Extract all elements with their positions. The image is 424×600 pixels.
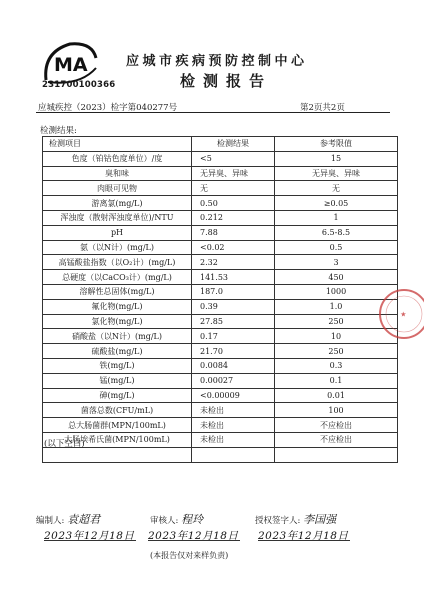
reviewer-signature bbox=[150, 511, 203, 527]
limit-cell: 100 bbox=[275, 403, 398, 418]
result-cell: <5 bbox=[192, 151, 275, 166]
report-title: 检测报告 bbox=[180, 72, 273, 90]
limit-cell: 250 bbox=[275, 314, 398, 329]
table-row bbox=[43, 240, 398, 255]
cma-number: 231700100366 bbox=[42, 80, 116, 90]
limit-cell: 3 bbox=[275, 255, 398, 270]
limit-cell: 不应检出 bbox=[275, 432, 398, 447]
table-row bbox=[43, 299, 398, 314]
approver-date: 2023年12月18日 bbox=[258, 530, 349, 542]
page-info: 第2页共2页 bbox=[300, 103, 345, 113]
table-row bbox=[43, 225, 398, 240]
item-cell: 游离氯(mg/L) bbox=[43, 196, 192, 211]
table-row bbox=[43, 388, 398, 403]
table-row bbox=[43, 255, 398, 270]
result-cell: 未检出 bbox=[192, 418, 275, 433]
blank-cell bbox=[192, 447, 275, 462]
footer-note: (本报告仅对来样负责) bbox=[150, 551, 229, 560]
results-label: 检测结果: bbox=[40, 126, 77, 136]
blank-cell bbox=[43, 447, 192, 462]
table-header-row bbox=[43, 137, 398, 152]
result-cell: 无异臭、异味 bbox=[192, 166, 275, 181]
limit-cell: 0.1 bbox=[275, 373, 398, 388]
blank-note: (以下空白) bbox=[44, 439, 85, 449]
limit-cell: 无异臭、异味 bbox=[275, 166, 398, 181]
limit-cell: 1 bbox=[275, 210, 398, 225]
table-row bbox=[43, 284, 398, 299]
result-cell: 无 bbox=[192, 181, 275, 196]
reviewer-name: 程玲 bbox=[181, 513, 204, 526]
result-cell: <0.00009 bbox=[192, 388, 275, 403]
table-row bbox=[43, 344, 398, 359]
table-row bbox=[43, 418, 398, 433]
approver-date-line bbox=[258, 540, 350, 541]
result-cell: 0.00027 bbox=[192, 373, 275, 388]
item-cell: 总硬度（以CaCO₃计）(mg/L) bbox=[43, 270, 192, 285]
item-cell: 氯化物(mg/L) bbox=[43, 314, 192, 329]
compiler-signature bbox=[36, 511, 100, 527]
compiler-label: 编制人: bbox=[36, 516, 65, 526]
limit-cell: 不应检出 bbox=[275, 418, 398, 433]
table-row bbox=[43, 358, 398, 373]
result-cell: 2.32 bbox=[192, 255, 275, 270]
result-cell: 未检出 bbox=[192, 403, 275, 418]
table-row bbox=[43, 403, 398, 418]
item-cell: 硫酸盐(mg/L) bbox=[43, 344, 192, 359]
column-header-limit: 参考限值 bbox=[275, 137, 398, 152]
result-cell: 0.212 bbox=[192, 210, 275, 225]
svg-text:MA: MA bbox=[54, 54, 88, 76]
approver-name: 李国强 bbox=[303, 513, 337, 526]
approver-signature bbox=[255, 511, 336, 527]
item-cell: 臭和味 bbox=[43, 166, 192, 181]
approver-label: 授权签字人: bbox=[255, 516, 301, 526]
compiler-date: 2023年12月18日 bbox=[44, 530, 135, 542]
limit-cell: 0.3 bbox=[275, 358, 398, 373]
limit-cell: 6.5-8.5 bbox=[275, 225, 398, 240]
table-row bbox=[43, 432, 398, 447]
item-cell: 总大肠菌群(MPN/100mL) bbox=[43, 418, 192, 433]
result-cell: 0.50 bbox=[192, 196, 275, 211]
item-cell: 氟化物(mg/L) bbox=[43, 299, 192, 314]
item-cell: 锰(mg/L) bbox=[43, 373, 192, 388]
results-table bbox=[42, 136, 398, 463]
result-cell: <0.02 bbox=[192, 240, 275, 255]
table-row bbox=[43, 373, 398, 388]
table-row bbox=[43, 210, 398, 225]
reviewer-date-line bbox=[148, 540, 240, 541]
result-cell: 0.39 bbox=[192, 299, 275, 314]
item-cell: 肉眼可见物 bbox=[43, 181, 192, 196]
limit-cell: 1.0 bbox=[275, 299, 398, 314]
compiler-date-line bbox=[44, 540, 136, 541]
official-seal bbox=[376, 286, 424, 342]
item-cell: 大肠埃希氏菌(MPN/100mL) bbox=[43, 432, 192, 447]
table-row bbox=[43, 151, 398, 166]
item-cell: 砷(mg/L) bbox=[43, 388, 192, 403]
svg-text:★: ★ bbox=[398, 310, 408, 319]
item-cell: pH bbox=[43, 225, 192, 240]
item-cell: 氨（以N计）(mg/L) bbox=[43, 240, 192, 255]
table-row bbox=[43, 329, 398, 344]
table-row bbox=[43, 270, 398, 285]
item-cell: 硝酸盐（以N计）(mg/L) bbox=[43, 329, 192, 344]
item-cell: 浑浊度（散射浑浊度单位)/NTU bbox=[43, 210, 192, 225]
limit-cell: 15 bbox=[275, 151, 398, 166]
result-cell: 187.0 bbox=[192, 284, 275, 299]
result-cell: 21.70 bbox=[192, 344, 275, 359]
limit-cell: 无 bbox=[275, 181, 398, 196]
limit-cell: ≥0.05 bbox=[275, 196, 398, 211]
reviewer-label: 审核人: bbox=[150, 516, 179, 526]
limit-cell: 250 bbox=[275, 344, 398, 359]
organization-name: 应城市疾病预防控制中心 bbox=[126, 54, 308, 69]
compiler-name: 袁超君 bbox=[67, 513, 101, 526]
limit-cell: 450 bbox=[275, 270, 398, 285]
table-blank-row bbox=[43, 447, 398, 462]
result-cell: 0.17 bbox=[192, 329, 275, 344]
table-row bbox=[43, 196, 398, 211]
limit-cell: 1000 bbox=[275, 284, 398, 299]
column-header-item: 检测项目 bbox=[43, 137, 192, 152]
reviewer-date: 2023年12月18日 bbox=[148, 530, 239, 542]
item-cell: 高锰酸盐指数（以O₂计）(mg/L) bbox=[43, 255, 192, 270]
result-cell: 0.0084 bbox=[192, 358, 275, 373]
column-header-result: 检测结果 bbox=[192, 137, 275, 152]
header-divider bbox=[36, 112, 390, 113]
result-cell: 141.53 bbox=[192, 270, 275, 285]
table-row bbox=[43, 314, 398, 329]
table-row bbox=[43, 181, 398, 196]
item-cell: 铁(mg/L) bbox=[43, 358, 192, 373]
result-cell: 27.85 bbox=[192, 314, 275, 329]
table-row bbox=[43, 166, 398, 181]
blank-cell bbox=[275, 447, 398, 462]
result-cell: 7.88 bbox=[192, 225, 275, 240]
result-cell: 未检出 bbox=[192, 432, 275, 447]
limit-cell: 0.01 bbox=[275, 388, 398, 403]
report-number: 应城疾控（2023）检字第040277号 bbox=[38, 103, 178, 113]
item-cell: 色度（铂钴色度单位）/度 bbox=[43, 151, 192, 166]
item-cell: 菌落总数(CFU/mL) bbox=[43, 403, 192, 418]
item-cell: 溶解性总固体(mg/L) bbox=[43, 284, 192, 299]
limit-cell: 10 bbox=[275, 329, 398, 344]
limit-cell: 0.5 bbox=[275, 240, 398, 255]
